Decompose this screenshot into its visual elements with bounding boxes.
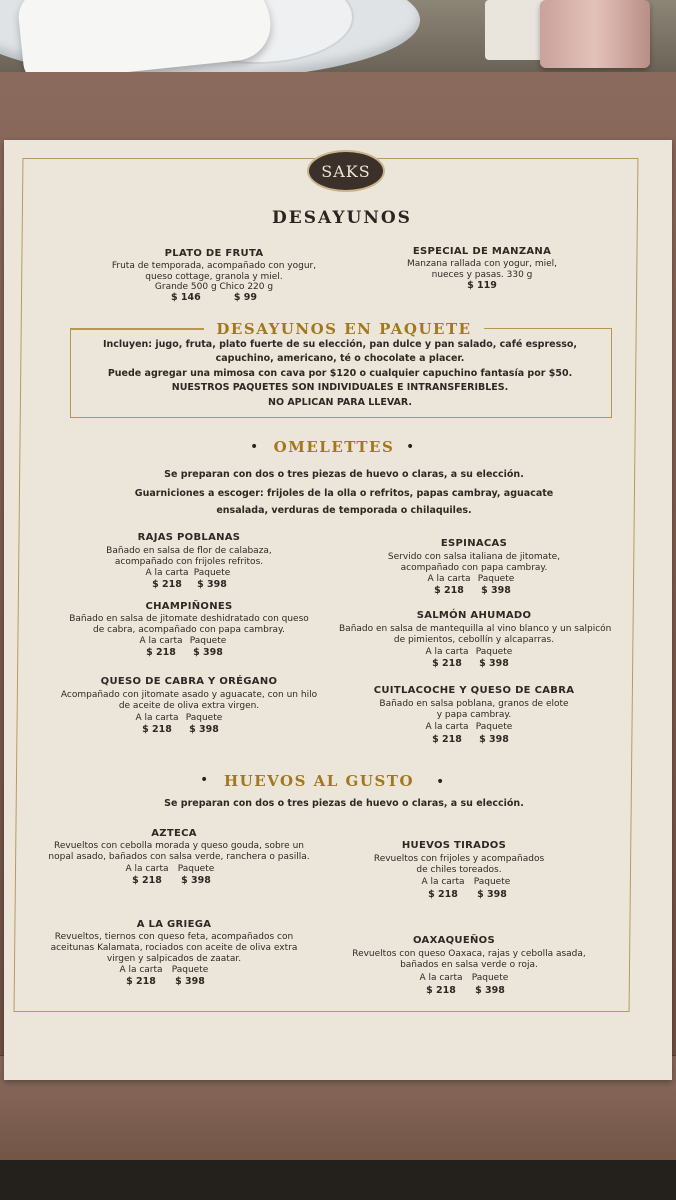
huevos-desc: de chiles toreados. [416,865,502,875]
omelette-desc: de cabra, acompañado con papa cambray. [93,625,285,635]
huevos-name: A LA GRIEGA [136,919,212,930]
omelette-desc: Bañado en salsa de flor de calabaza, [106,546,272,556]
omelettes-intro-1: Se preparan con dos o tres piezas de huevo o claras, a su elección. [164,469,524,480]
paquete-title: DESAYUNOS EN PAQUETE [204,320,484,338]
saks-logo [307,150,385,192]
paquete-label: Paquete [473,877,511,887]
carta-label: A la carta [427,574,471,584]
huevos-name: HUEVOS TIRADOS [401,840,507,851]
omelette-name: CHAMPIÑONES [145,601,233,612]
paquete-price: $ 398 [175,976,205,987]
omelette-desc: y papa cambray. [436,710,512,720]
paquete-label: Paquete [475,722,513,732]
omelettes-intro-2: Guarniciones a escoger: frijoles de la olla o refritos, papas cambray, aguacate [134,488,554,499]
omelettes-title: OMELETTES [273,438,395,456]
huevos-intro: Se preparan con dos o tres piezas de huevo o claras, a su elección. [164,798,524,809]
huevos-desc: aceitunas Kalamata, rociados con aceite de oliva extra [50,943,298,953]
omelette-name: SALMÓN AHUMADO [416,610,532,621]
carta-price: $ 218 [428,889,458,900]
omelette-desc: de aceite de oliva extra virgen. [118,701,260,711]
paquete-price: $ 398 [477,889,507,900]
paquete-label: Paquete [171,965,209,975]
paquete-price: $ 398 [479,658,509,669]
fruit-prices: $ 146 $ 99 [171,292,257,303]
huevos-desc: Revueltos con queso Oaxaca, rajas y cebolla asada, [352,949,586,959]
paquete-label: Paquete [189,636,227,646]
carta-price: $ 218 [142,724,172,735]
fruit-sizes: Grande 500 g Chico 220 g [154,282,274,292]
page-title: DESAYUNOS [272,208,412,228]
omelette-desc: Bañado en salsa de mantequilla al vino blanco y un salpicón [339,624,612,634]
carta-price: $ 218 [146,647,176,658]
table-edge [0,1160,676,1200]
carta-label: A la carta [419,973,463,983]
manzana-desc-1: Manzana rallada con yogur, miel, [407,259,557,269]
omelette-desc: Servido con salsa italiana de jitomate, [387,552,561,562]
omelette-name: ESPINACAS [440,538,508,549]
omelettes-intro-3: ensalada, verduras de temporada o chilaquiles. [216,505,472,516]
fruit-desc-2: queso cottage, granola y miel. [145,272,283,282]
paquete-line-5: NO APLICAN PARA LLEVAR. [268,397,412,408]
carta-label: A la carta [425,722,469,732]
manzana-desc-2: nueces y pasas. 330 g [431,270,533,280]
paquete-line-3: Puede agregar una mimosa con cava por $120 o cualquier capuchino fantasía por $50. [107,368,573,379]
bullet-icon: • [200,772,209,788]
paquete-line-4: NUESTROS PAQUETES SON INDIVIDUALES E INTRANSFERIBLES. [171,382,509,393]
carta-label: A la carta [119,965,163,975]
paquete-price: $ 398 [193,647,223,658]
carta-price: $ 218 [434,585,464,596]
carta-price: $ 218 [432,734,462,745]
carta-label: A la carta [139,636,183,646]
omelette-desc: acompañado con frijoles refritos. [114,557,264,567]
bullet-icon: • [406,439,415,455]
omelette-desc: de pimientos, cebollín y alcaparras. [393,635,555,645]
carta-price: $ 218 [132,875,162,886]
paquete-label: Paquete [193,568,231,578]
paquete-price: $ 398 [481,585,511,596]
carta-label: A la carta [135,713,179,723]
paquete-label: Paquete [177,864,215,874]
carta-label: A la carta [425,647,469,657]
paquete-price: $ 398 [189,724,219,735]
logo-text: SAKS [321,161,371,181]
huevos-desc: virgen y salpicados de zaatar. [106,954,242,964]
huevos-name: OAXAQUEÑOS [413,935,495,946]
manzana-name: ESPECIAL DE MANZANA [412,246,552,257]
paquete-label: Paquete [477,574,515,584]
paquete-price: $ 398 [475,985,505,996]
paquete-line-1: Incluyen: jugo, fruta, plato fuerte de su elección, pan dulce y pan salado, café espresso, [102,339,578,350]
fruit-desc-1: Fruta de temporada, acompañado con yogur, [111,261,317,271]
omelette-desc: Bañado en salsa de jitomate deshidratado con queso [69,614,309,624]
omelette-name: CUITLACOCHE Y QUESO DE CABRA [373,685,575,696]
paquete-price: $ 398 [197,579,227,590]
huevos-desc: nopal asado, bañados con salsa verde, ranchera o pasilla. [48,852,310,862]
paquete-label: Paquete [185,713,223,723]
carta-price: $ 218 [426,985,456,996]
paquete-price: $ 398 [181,875,211,886]
huevos-desc: Revueltos con cebolla morada y queso gouda, sobre un [53,841,304,851]
paquete-line-left [70,328,210,330]
carta-price: $ 218 [152,579,182,590]
omelette-desc: Acompañado con jitomate asado y aguacate, con un hilo [60,690,318,700]
huevos-desc: Revueltos, tiernos con queso feta, acompañados con [54,932,294,942]
huevos-name: AZTECA [151,828,197,839]
omelette-name: QUESO DE CABRA Y ORÉGANO [100,676,278,687]
huevos-desc: Revueltos con frijoles y acompañados [373,854,545,864]
carta-label: A la carta [421,877,465,887]
paquete-label: Paquete [475,647,513,657]
bullet-icon: • [250,439,259,455]
salt-jar [540,0,650,68]
paquete-line-2: capuchino, americano, té o chocolate a placer. [215,353,465,364]
paquete-price: $ 398 [479,734,509,745]
manzana-price: $ 119 [467,280,497,291]
huevos-desc: bañados en salsa verde o roja. [400,960,538,970]
huevos-title: HUEVOS AL GUSTO [223,772,415,790]
paquete-label: Paquete [471,973,509,983]
carta-price: $ 218 [126,976,156,987]
menu-page [4,140,672,1080]
fruit-name: PLATO DE FRUTA [164,248,264,259]
omelette-desc: Bañado en salsa poblana, granos de elote [379,699,569,709]
carta-price: $ 218 [432,658,462,669]
bullet-icon: • [436,774,445,790]
carta-label: A la carta [125,864,169,874]
carta-label: A la carta [145,568,189,578]
omelette-desc: acompañado con papa cambray. [400,563,548,573]
omelette-name: RAJAS POBLANAS [137,532,241,543]
